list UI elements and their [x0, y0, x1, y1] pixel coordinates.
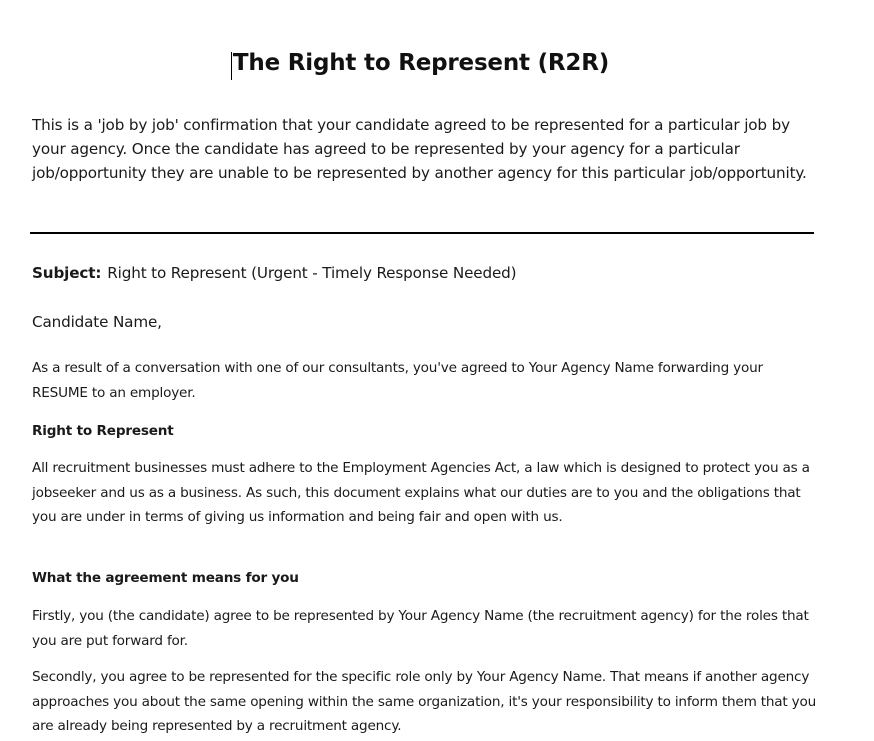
title-wrapper — [0, 50, 874, 76]
document-title-text[interactable]: The Right to Represent (R2R) — [232, 50, 610, 76]
subject-line[interactable] — [32, 262, 516, 284]
subject-label: Subject: — [32, 264, 102, 282]
paragraph-secondly[interactable]: Secondly, you agree to be represented for the specific role only by Your Agency Name. That means if another agency approaches you about the same opening within the same organization, it's your responsibility to inform them that you are already being represented by a recruitment agency. — [32, 669, 817, 734]
greeting[interactable]: Candidate Name, — [32, 313, 162, 331]
subject-value[interactable]: Right to Represent (Urgent - Timely Response Needed) — [107, 264, 517, 282]
intro-paragraph[interactable]: This is a 'job by job' confirmation that your candidate agreed to be represented for a particular job by your agency. Once the candidate has agreed to be represented by your agency for a particular job/opportunity they are unable to be represented by another agency for this particular job/opportunity. — [32, 116, 807, 182]
horizontal-divider — [30, 232, 814, 234]
heading-right-to-represent[interactable]: Right to Represent — [32, 423, 174, 439]
text-cursor — [231, 52, 232, 80]
paragraph-resume-forwarding[interactable]: As a result of a conversation with one of our consultants, you've agreed to Your Agency Name forwarding your RESUME to an employer. — [32, 360, 763, 401]
paragraph-employment-act[interactable]: All recruitment businesses must adhere to the Employment Agencies Act, a law which is designed to protect you as a jobseeker and us as a business. As such, this document explains what our duties are to you and the obligations that you are under in terms of giving us information and being fair and open with us. — [32, 460, 810, 525]
document-title[interactable] — [233, 50, 609, 76]
heading-agreement-meaning[interactable]: What the agreement means for you — [32, 570, 299, 586]
paragraph-firstly[interactable]: Firstly, you (the candidate) agree to be represented by Your Agency Name (the recruitment agency) for the roles that you are put forward for. — [32, 608, 809, 649]
